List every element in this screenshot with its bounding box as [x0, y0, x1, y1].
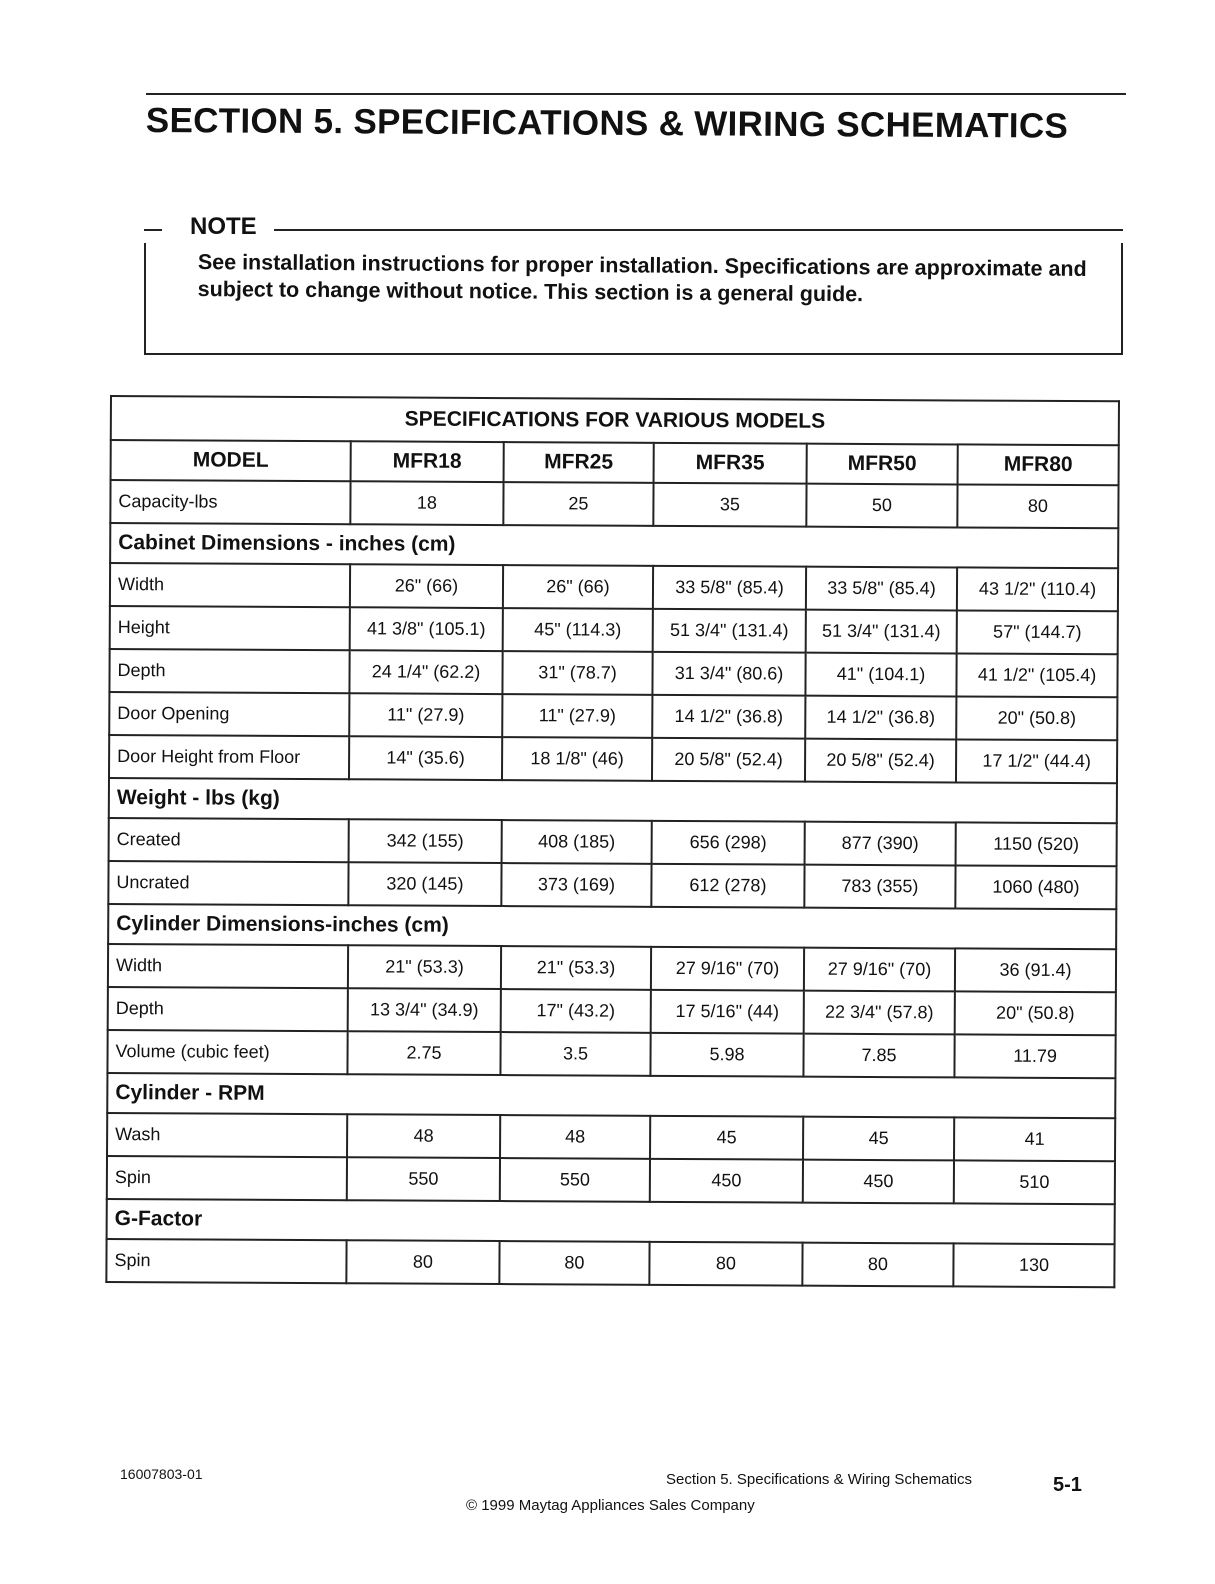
table-row: [109, 818, 1117, 866]
table-cell: 41 3/8" (105.1): [350, 607, 503, 651]
table-row: [110, 606, 1118, 654]
table-header-row: [111, 440, 1119, 485]
group-title: Cylinder Dimensions-inches (cm): [108, 904, 1116, 949]
table-row: [107, 1156, 1115, 1204]
table-row: [107, 1113, 1115, 1161]
column-header-mfr25: MFR25: [504, 442, 654, 483]
table-row: [109, 692, 1117, 740]
table-cell: 130: [953, 1243, 1114, 1287]
table-cell: 22 3/4" (57.8): [804, 991, 955, 1035]
note-box: [144, 213, 1123, 355]
group-title: Cabinet Dimensions - inches (cm): [110, 523, 1118, 568]
table-cell: 21" (53.3): [501, 946, 651, 990]
table-cell: 57" (144.7): [957, 610, 1118, 654]
table-cell: 14 1/2" (36.8): [805, 696, 956, 740]
table-cell: 26" (66): [350, 564, 503, 608]
table-caption: SPECIFICATIONS FOR VARIOUS MODELS: [111, 396, 1119, 445]
table-cell: 50: [806, 484, 957, 528]
table-row: [108, 987, 1116, 1035]
table-cell: 1060 (480): [955, 865, 1116, 909]
table-cell: 877 (390): [805, 822, 956, 866]
table-cell: 27 9/16" (70): [804, 948, 955, 992]
table-cell: 11" (27.9): [349, 693, 502, 737]
footer-copyright: © 1999 Maytag Appliances Sales Company: [466, 1497, 755, 1514]
row-label: Width: [108, 944, 348, 988]
table-cell: 80: [346, 1240, 499, 1284]
column-header-model: MODEL: [111, 440, 351, 481]
table-cell: 33 5/8" (85.4): [806, 567, 957, 611]
footer-doc-number: 16007803-01: [120, 1466, 203, 1482]
table-cell: 14" (35.6): [349, 736, 502, 780]
table-cell: 1150 (520): [956, 822, 1117, 866]
table-cell: 48: [347, 1114, 500, 1158]
specifications-table: [105, 395, 1120, 1288]
table-caption-row: [111, 396, 1119, 445]
footer-section-label: Section 5. Specifications & Wiring Schematics: [666, 1471, 972, 1488]
top-rule: [146, 93, 1126, 95]
table-cell: 7.85: [803, 1034, 954, 1078]
table-cell: 18: [350, 481, 503, 525]
table-cell: 17" (43.2): [501, 989, 651, 1033]
table-row: [107, 1030, 1115, 1078]
row-label: Door Height from Floor: [109, 735, 349, 779]
table-cell: 45: [650, 1116, 803, 1160]
table-cell: 450: [650, 1159, 803, 1203]
specifications-table-wrapper: [105, 395, 1128, 1288]
table-cell: 80: [649, 1242, 802, 1286]
table-cell: 27 9/16" (70): [651, 947, 804, 991]
table-cell: 21" (53.3): [348, 945, 501, 989]
table-cell: 612 (278): [651, 864, 804, 908]
column-header-mfr50: MFR50: [807, 444, 958, 485]
specifications-table-body: [106, 480, 1118, 1287]
table-cell: 550: [500, 1158, 650, 1202]
table-cell: 48: [500, 1115, 650, 1159]
row-label: Depth: [109, 649, 349, 693]
table-cell: 3.5: [500, 1032, 650, 1076]
table-row: [108, 861, 1116, 909]
table-cell: 408 (185): [502, 820, 652, 864]
table-cell: 450: [803, 1160, 954, 1204]
table-cell: 26" (66): [503, 565, 653, 609]
table-cell: 80: [957, 484, 1118, 528]
table-cell: 783 (355): [804, 865, 955, 909]
note-text: See installation instructions for proper installation. Specifications are approximate and subject to change without notice. This section is a general guide.: [197, 249, 1087, 307]
row-label: Spin: [107, 1156, 347, 1200]
table-row: [110, 563, 1118, 611]
table-row: [110, 480, 1118, 528]
row-label: Capacity-lbs: [110, 480, 350, 524]
table-cell: 31" (78.7): [502, 651, 652, 695]
table-cell: 41" (104.1): [805, 653, 956, 697]
table-cell: 11" (27.9): [502, 694, 652, 738]
table-cell: 373 (169): [501, 863, 651, 907]
group-title: G-Factor: [107, 1199, 1115, 1244]
table-cell: 656 (298): [652, 821, 805, 865]
column-header-mfr35: MFR35: [654, 443, 807, 484]
row-label: Volume (cubic feet): [107, 1030, 347, 1074]
group-header-row: [108, 904, 1116, 949]
row-label: Wash: [107, 1113, 347, 1157]
row-label: Created: [109, 818, 349, 862]
footer-page-number: 5-1: [1053, 1474, 1082, 1496]
group-header-row: [110, 523, 1118, 568]
table-cell: 33 5/8" (85.4): [653, 566, 806, 610]
table-cell: 20 5/8" (52.4): [652, 738, 805, 782]
row-label: Uncrated: [108, 861, 348, 905]
table-cell: 35: [653, 483, 806, 527]
group-header-row: [107, 1073, 1115, 1118]
table-cell: 24 1/4" (62.2): [349, 650, 502, 694]
table-cell: 5.98: [650, 1033, 803, 1077]
table-cell: 41 1/2" (105.4): [956, 653, 1117, 697]
table-row: [109, 735, 1117, 783]
row-label: Height: [110, 606, 350, 650]
group-header-row: [107, 1199, 1115, 1244]
row-label: Door Opening: [109, 692, 349, 736]
table-cell: 80: [802, 1243, 953, 1287]
note-label: NOTE: [190, 213, 257, 240]
row-label: Depth: [108, 987, 348, 1031]
table-row: [106, 1239, 1114, 1287]
table-cell: 25: [503, 482, 653, 526]
table-cell: 51 3/4" (131.4): [653, 609, 806, 653]
row-label: Spin: [106, 1239, 346, 1283]
table-cell: 31 3/4" (80.6): [652, 652, 805, 696]
table-cell: 45: [803, 1117, 954, 1161]
table-row: [109, 649, 1117, 697]
table-cell: 20 5/8" (52.4): [805, 739, 956, 783]
table-cell: 80: [499, 1241, 649, 1285]
group-title: Weight - lbs (kg): [109, 778, 1117, 823]
note-box-top-line-left: [144, 229, 162, 231]
column-header-mfr18: MFR18: [351, 441, 504, 482]
table-cell: 510: [954, 1160, 1115, 1204]
group-header-row: [109, 778, 1117, 823]
column-header-mfr80: MFR80: [958, 444, 1119, 485]
table-cell: 2.75: [347, 1031, 500, 1075]
table-cell: 20" (50.8): [955, 991, 1116, 1035]
table-cell: 51 3/4" (131.4): [806, 610, 957, 654]
row-label: Width: [110, 563, 350, 607]
table-cell: 14 1/2" (36.8): [652, 695, 805, 739]
note-box-top-line-right: [274, 229, 1123, 231]
table-cell: 17 1/2" (44.4): [956, 739, 1117, 783]
group-title: Cylinder - RPM: [107, 1073, 1115, 1118]
table-cell: 11.79: [954, 1034, 1115, 1078]
table-cell: 36 (91.4): [955, 948, 1116, 992]
table-row: [108, 944, 1116, 992]
table-cell: 550: [347, 1157, 500, 1201]
table-cell: 20" (50.8): [956, 696, 1117, 740]
table-cell: 41: [954, 1117, 1115, 1161]
table-cell: 17 5/16" (44): [651, 990, 804, 1034]
table-cell: 45" (114.3): [503, 608, 653, 652]
table-cell: 342 (155): [349, 819, 502, 863]
table-cell: 13 3/4" (34.9): [348, 988, 501, 1032]
table-cell: 320 (145): [348, 862, 501, 906]
table-cell: 43 1/2" (110.4): [957, 567, 1118, 611]
table-cell: 18 1/8" (46): [502, 737, 652, 781]
section-title: SECTION 5. SPECIFICATIONS & WIRING SCHEMATICS: [145, 101, 1069, 146]
